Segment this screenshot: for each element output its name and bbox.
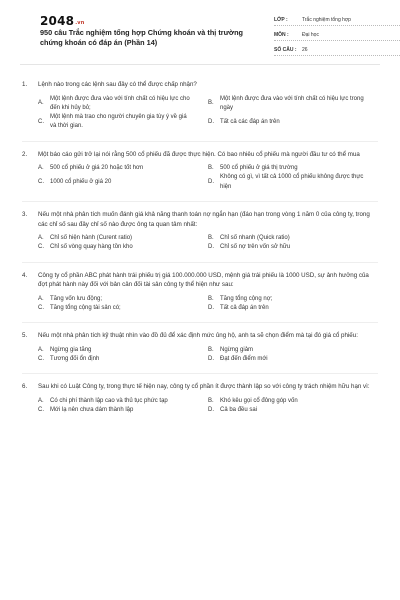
answer-option[interactable] (208, 397, 378, 406)
answer-option[interactable] (38, 355, 208, 364)
question-stem (22, 331, 378, 341)
question-text: Một báo cáo gửi trở lại nói rằng 500 cổ phiếu đã được thực hiện. Có bao nhiêu cổ phiếu mà người đầu tư có thể mua (38, 150, 360, 158)
question-item (22, 331, 378, 364)
option-letter: B. (208, 165, 214, 172)
document-header (20, 0, 380, 62)
option-letter: B. (208, 346, 214, 353)
option-letter: B. (208, 295, 214, 302)
answer-option[interactable] (38, 243, 208, 252)
option-letter: A. (38, 100, 44, 107)
option-letter: B. (208, 100, 214, 107)
logo-text: 2048 (40, 14, 75, 28)
option-letter: A. (38, 295, 44, 302)
answer-option[interactable] (208, 295, 378, 304)
option-text: Tất cả các đáp án trên (220, 118, 280, 125)
option-text: Cả ba đều sai (220, 407, 258, 414)
header-divider (20, 64, 380, 65)
option-letter: C. (38, 118, 44, 125)
option-text: Ngừng gia tăng (50, 346, 92, 353)
question-list (22, 80, 378, 415)
option-text: Chỉ số nhanh (Quick ratio) (220, 235, 290, 242)
option-letter: A. (38, 346, 44, 353)
option-letter: D. (208, 244, 214, 251)
answer-option[interactable] (38, 234, 208, 243)
option-letter: C. (38, 244, 44, 251)
answer-option[interactable] (208, 95, 378, 114)
answer-option[interactable] (208, 113, 378, 132)
question-text: Sau khi có Luật Công ty, trong thực tế hiện nay, công ty cổ phần ít được thành lập so với công ty trách nhiệm hữu hạn vì: (38, 383, 370, 391)
option-text: Một lệnh mà trao cho người chuyên gia tùy ý về giá và thời gian. (50, 114, 187, 130)
answer-option[interactable] (38, 397, 208, 406)
answer-option[interactable] (38, 113, 208, 132)
option-letter: C. (38, 407, 44, 414)
question-text: Công ty cổ phần ABC phát hành trái phiếu trị giá 100.000.000 USD, mệnh giá trái phiếu là 1000 USD, sự ảnh hưởng của đợt phát hành này đối với bản cân đối tài sản công ty thể hiện như sau: (38, 271, 369, 289)
answer-option[interactable] (208, 234, 378, 243)
option-text: Ngừng giảm (220, 346, 254, 353)
option-text: Tăng tổng cộng tài sản có; (50, 304, 121, 311)
option-text: Không có gì, vì tất cả 1000 cổ phiếu không được thực hiện (220, 174, 364, 190)
meta-label: MÔN : (274, 31, 289, 38)
question-stem (22, 271, 378, 290)
option-letter: A. (38, 165, 44, 172)
meta-value: 26 (302, 46, 308, 53)
answer-option[interactable] (208, 173, 378, 192)
option-text: Tăng tổng cộng nợ; (220, 295, 273, 302)
option-letter: C. (38, 356, 44, 363)
meta-value: Trắc nghiệm tổng hợp (302, 16, 351, 23)
option-text: Mới lạ nên chưa dám thành lập (50, 407, 134, 414)
answer-options (22, 346, 378, 365)
option-text: Một lệnh được đưa vào với tính chất có hiệu lực trong ngày (220, 95, 364, 111)
question-number: 1. (22, 81, 28, 88)
question-number: 4. (22, 271, 28, 279)
question-number: 6. (22, 383, 28, 391)
meta-label: LỚP : (274, 16, 288, 23)
meta-row-question-count (274, 44, 400, 56)
option-text: Tương đối ổn định (50, 356, 100, 363)
option-text: Chỉ số vòng quay hàng tồn kho (50, 244, 133, 251)
question-divider (22, 141, 378, 142)
option-text: 1000 cổ phiếu ở giá 20 (50, 179, 112, 186)
question-divider (22, 262, 378, 263)
question-text: Nếu một nhà phân tích kỹ thuật nhìn vào đồ đủ để xác định mức ủng hộ, anh ta sẽ chọn điểm mà tại đó giá cổ phiếu: (38, 332, 358, 340)
answer-option[interactable] (38, 304, 208, 313)
answer-options (22, 164, 378, 192)
meta-label: SỐ CÂU : (274, 46, 297, 53)
option-text: Khó kêu gọi cổ đông góp vốn (220, 397, 298, 404)
option-text: 500 cổ phiếu ở giá 20 hoặc tốt hơn (50, 165, 144, 172)
question-text: Nếu một nhà phân tích muốn đánh giá khả năng thanh toán nợ ngắn hạn (đáo hạn trong vòng 1 năm 0 của công ty, trong các chỉ số sau đây chỉ số nào được ông ta quan tâm nhất: (38, 211, 370, 228)
question-item (22, 271, 378, 314)
question-item (22, 150, 378, 192)
logo-suffix: .vn (75, 20, 85, 26)
option-text: Có chi phí thành lập cao và thủ tục phức tạp (50, 397, 168, 404)
question-item (22, 382, 378, 415)
question-number: 5. (22, 332, 28, 340)
option-text: Chỉ số nợ trên vốn sở hữu (220, 244, 291, 251)
question-divider (22, 373, 378, 374)
option-text: Đạt đến điểm mới (220, 356, 268, 363)
answer-option[interactable] (38, 95, 208, 114)
question-text: Lệnh nào trong các lệnh sau đây có thể được chấp nhận? (38, 81, 197, 88)
option-letter: C. (38, 304, 44, 311)
answer-option[interactable] (208, 243, 378, 252)
option-letter: D. (208, 179, 214, 186)
question-divider (22, 201, 378, 202)
option-text: Tất cả đáp án trên (220, 304, 269, 311)
question-stem (22, 210, 378, 229)
answer-options (22, 295, 378, 314)
answer-option[interactable] (38, 164, 208, 173)
option-letter: D. (208, 304, 214, 311)
question-divider (22, 322, 378, 323)
option-letter: A. (38, 397, 44, 404)
option-text: Tăng vốn lưu động; (50, 295, 103, 302)
question-number: 3. (22, 211, 28, 219)
question-stem (22, 150, 378, 160)
question-item (22, 210, 378, 253)
option-letter: A. (38, 235, 44, 242)
option-letter: C. (38, 179, 44, 186)
answer-option[interactable] (208, 355, 378, 364)
answer-options (22, 397, 378, 416)
answer-option[interactable] (208, 304, 378, 313)
answer-option[interactable] (38, 173, 208, 192)
site-logo[interactable] (40, 14, 85, 28)
answer-options (22, 95, 378, 132)
option-letter: D. (208, 407, 214, 414)
meta-row-subject (274, 29, 400, 41)
option-letter: D. (208, 118, 214, 125)
option-text: Một lệnh được đưa vào với tính chất có hiệu lực cho đến khi hủy bỏ; (50, 95, 190, 111)
answer-option[interactable] (208, 164, 378, 173)
question-item (22, 80, 378, 132)
meta-row-class (274, 14, 400, 26)
document-meta (274, 14, 400, 59)
option-letter: B. (208, 235, 214, 242)
answer-option[interactable] (38, 346, 208, 355)
question-stem (22, 80, 378, 90)
document-title: 950 câu Trắc nghiệm tổng hợp Chứng khoán và thị trường chứng khoán có đáp án (Phần 14) (40, 28, 243, 47)
meta-value: Đại học (302, 31, 319, 38)
answer-option[interactable] (38, 295, 208, 304)
answer-options (22, 234, 378, 253)
answer-option[interactable] (208, 346, 378, 355)
option-text: 500 cổ phiếu ở giá thị trường (220, 165, 298, 172)
option-letter: B. (208, 397, 214, 404)
option-letter: D. (208, 356, 214, 363)
question-stem (22, 382, 378, 392)
option-text: Chỉ số hiện hành (Curent ratio) (50, 235, 133, 242)
answer-option[interactable] (208, 406, 378, 415)
question-number: 2. (22, 150, 28, 158)
answer-option[interactable] (38, 406, 208, 415)
